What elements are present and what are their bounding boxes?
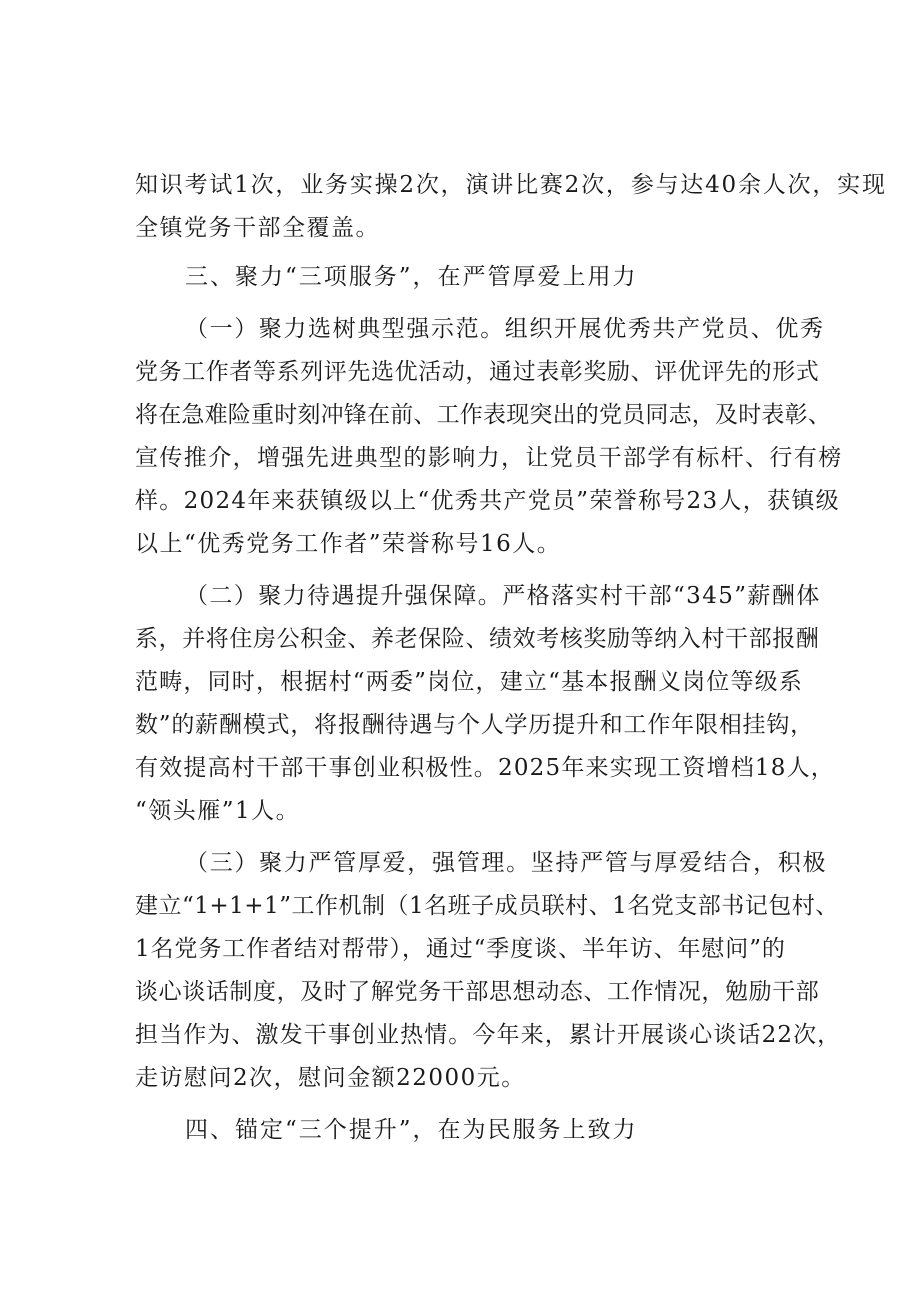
paragraph-line-11: 系，并将住房公积金、养老保险、绩效考核奖励等纳入村干部报酬 [135,626,820,652]
paragraph-line-1: 知识考试1次，业务实操2次，演讲比赛2次，参与达40余人次，实现 [135,172,887,198]
paragraph-line-17: 建立“1+1+1”工作机制（1名班子成员联村、1名党支部书记包村、 [135,893,839,919]
paragraph-line-7: 宣传推介，增强先进典型的影响力，让党员干部学有标杆、行有榜 [135,445,843,471]
paragraph-line-18: 1名党务工作者结对帮带），通过“季度谈、半年访、年慰问”的 [135,936,786,962]
paragraph-line-8: 样。2024年来获镇级以上“优秀共产党员”荣誉称号23人，获镇级 [135,488,840,514]
section-heading-3: 三、聚力“三项服务”，在严管厚爱上用力 [185,264,638,290]
paragraph-line-12: 范畴，同时，根据村“两委”岗位，建立“基本报酬义岗位等级系 [135,669,804,695]
paragraph-line-16: （三）聚力严管厚爱，强管理。坚持严管与厚爱结合，积极 [185,850,828,876]
paragraph-line-5: 党务工作者等系列评先选优活动，通过表彰奖励、评优评先的形式 [135,359,820,385]
paragraph-line-9: 以上“优秀党务工作者”荣誉称号16人。 [135,531,562,557]
paragraph-line-13: 数”的薪酬模式，将报酬待遇与个人学历提升和工作年限相挂钩， [135,712,814,738]
paragraph-line-14: 有效提高村干部干事创业积极性。2025年来实现工资增档18人， [135,755,835,781]
paragraph-line-21: 走访慰问2次，慰问金额22000元。 [135,1065,526,1091]
paragraph-line-20: 担当作为、激发干事创业热情。今年来，累计开展谈心谈话22次， [135,1022,842,1048]
paragraph-line-10: （二）聚力待遇提升强保障。严格落实村干部“345”薪酬体 [185,583,821,609]
paragraph-line-19: 谈心谈话制度，及时了解党务干部思想动态、工作情况，勉励干部 [135,979,820,1005]
paragraph-line-4: （一）聚力选树典型强示范。组织开展优秀共产党员、优秀 [185,316,825,342]
paragraph-line-6: 将在急难险重时刻冲锋在前、工作表现突出的党员同志，及时表彰、 [135,402,831,428]
paragraph-line-2: 全镇党务干部全覆盖。 [135,215,380,241]
paragraph-line-15: “领头雁”1人。 [135,798,301,824]
section-heading-4: 四、锚定“三个提升”，在为民服务上致力 [185,1117,638,1143]
